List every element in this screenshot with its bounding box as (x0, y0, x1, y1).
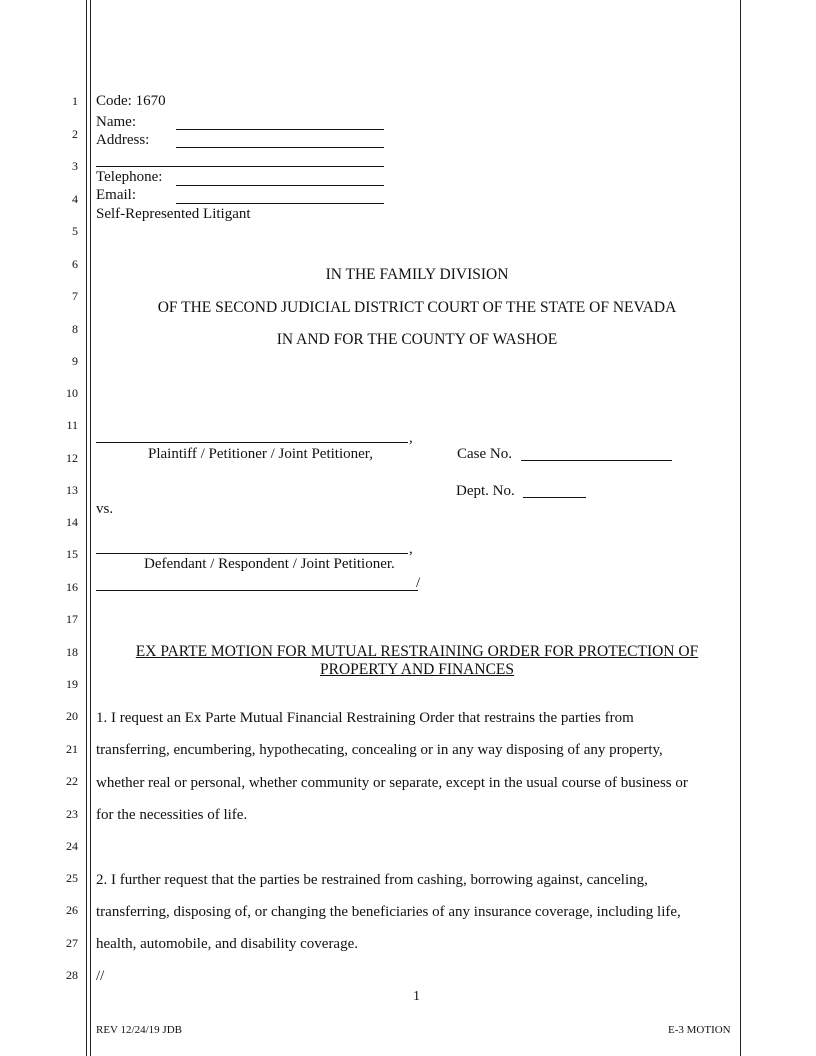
dept-number-label: Dept. No. (456, 483, 515, 499)
plaintiff-label: Plaintiff / Petitioner / Joint Petitioner, (148, 446, 373, 462)
line-number: 26 (66, 903, 78, 917)
paragraph-2-line-3: health, automobile, and disability coverage. (96, 936, 359, 952)
caption-closing-rule (96, 590, 418, 591)
defendant-blank[interactable] (96, 553, 408, 554)
line-number: 9 (72, 354, 78, 368)
line-number: 8 (72, 322, 78, 336)
line-number: 25 (66, 871, 78, 885)
form-id-text: E-3 MOTION (668, 1024, 731, 1036)
line-number: 13 (66, 483, 78, 497)
email-blank[interactable] (176, 203, 384, 204)
line-number: 5 (72, 224, 78, 238)
line-number: 17 (66, 612, 78, 626)
line-number: 19 (66, 677, 78, 691)
motion-title-line1: EX PARTE MOTION FOR MUTUAL RESTRAINING ORDER FOR PROTECTION OF (135, 643, 699, 660)
case-number-blank[interactable] (521, 460, 672, 461)
paragraph-1-line-3: whether real or personal, whether community or separate, except in the usual course of business or (96, 775, 688, 791)
paragraph-2-line-2: transferring, disposing of, or changing the beneficiaries of any insurance coverage, including life, (96, 904, 681, 920)
plaintiff-comma: , (409, 430, 413, 446)
paragraph-1-line-4: for the necessities of life. (96, 807, 248, 823)
line-number: 4 (72, 192, 78, 206)
line-number: 1 (72, 94, 78, 108)
revision-text: REV 12/24/19 JDB (96, 1024, 182, 1036)
line-number: 18 (66, 645, 78, 659)
line-number: 15 (66, 547, 78, 561)
line-number: 12 (66, 451, 78, 465)
page-number: 1 (413, 989, 420, 1004)
code-text: Code: 1670 (96, 93, 166, 109)
line-number: 27 (66, 936, 78, 950)
line-number: 24 (66, 839, 78, 853)
court-heading-line3: IN AND FOR THE COUNTY OF WASHOE (276, 331, 558, 348)
line-number: 22 (66, 774, 78, 788)
email-label: Email: (96, 187, 136, 203)
line-number: 11 (66, 418, 78, 432)
name-label: Name: (96, 114, 136, 130)
court-heading-line1: IN THE FAMILY DIVISION (325, 266, 509, 283)
paragraph-1-line-2: transferring, encumbering, hypothecating, concealing or in any way disposing of any property, (96, 742, 663, 758)
line-number: 20 (66, 709, 78, 723)
line-number: 16 (66, 580, 78, 594)
line-number: 14 (66, 515, 78, 529)
motion-title-line2: PROPERTY AND FINANCES (320, 661, 514, 678)
case-number-label: Case No. (457, 446, 512, 462)
plaintiff-blank[interactable] (96, 442, 408, 443)
defendant-comma: , (409, 541, 413, 557)
line-number: 10 (66, 386, 78, 400)
left-margin-rule-outer (86, 0, 87, 1056)
line-number: 23 (66, 807, 78, 821)
caption-closing-slash: / (416, 575, 421, 591)
right-margin-rule (740, 0, 741, 1056)
address-blank[interactable] (176, 147, 384, 148)
line-number: 2 (72, 127, 78, 141)
defendant-label: Defendant / Respondent / Joint Petitioner. (144, 556, 395, 572)
address-blank-2[interactable] (96, 166, 384, 167)
line-number: 3 (72, 159, 78, 173)
telephone-blank[interactable] (176, 185, 384, 186)
litigant-text: Self-Represented Litigant (96, 206, 251, 222)
telephone-label: Telephone: (96, 169, 163, 185)
court-heading-line2: OF THE SECOND JUDICIAL DISTRICT COURT OF THE STATE OF NEVADA (157, 299, 677, 316)
paragraph-1-line-1: 1. I request an Ex Parte Mutual Financial Restraining Order that restrains the parties from (96, 710, 634, 726)
line-number: 21 (66, 742, 78, 756)
dept-number-blank[interactable] (523, 497, 586, 498)
name-blank[interactable] (176, 129, 384, 130)
line-number: 28 (66, 968, 78, 982)
line-number: 6 (72, 257, 78, 271)
left-margin-rule-inner (90, 0, 91, 1056)
address-label: Address: (96, 132, 150, 148)
vs-text: vs. (96, 501, 114, 517)
paragraph-2-line-1: 2. I further request that the parties be restrained from cashing, borrowing against, canceling, (96, 872, 648, 888)
continuation-marker: // (96, 968, 105, 984)
line-number: 7 (72, 289, 78, 303)
